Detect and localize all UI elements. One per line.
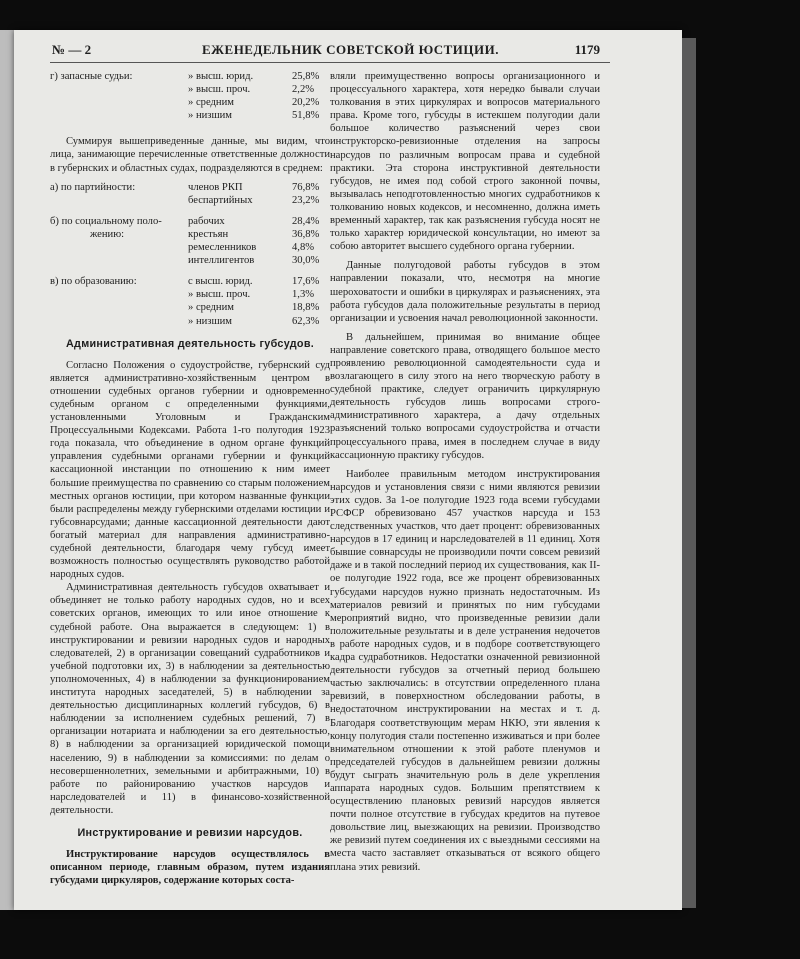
header-rule xyxy=(50,62,610,63)
stat-value: 20,2% xyxy=(292,97,320,109)
paragraph: Данные полугодовой работы губсудов в этом направлении показали, что, несмотря на многие шероховатости и ошибки в циркулярах и разъяснениях, эта работа губсудов дала положительные результаты в период организации и усвоения начал революционной законности. xyxy=(330,260,600,324)
stat-value: 62,3% xyxy=(292,315,320,327)
page-number: 1179 xyxy=(574,42,600,57)
heading-instruction: Инструктирование и ревизии нарсудов. xyxy=(77,826,303,839)
stat-value: 23,2% xyxy=(292,194,320,206)
stats-education xyxy=(50,275,330,327)
stats-social xyxy=(50,215,330,267)
stat-key: » средним xyxy=(188,97,234,109)
stat-key: членов РКП xyxy=(188,181,243,193)
stats-substitute-judges xyxy=(50,70,330,122)
stat-key: беспартийных xyxy=(188,194,253,206)
left-column xyxy=(50,70,330,887)
stat-key: с высш. юрид. xyxy=(188,276,253,288)
heading-admin-activity: Административная деятельность губсудов. xyxy=(65,337,315,350)
stat-value: 2,2% xyxy=(292,84,315,96)
stat-value: 25,8% xyxy=(292,71,320,82)
paragraph: Инструктирование нарсудов осуществлялось в описанном периоде, главным образом, путем издания губсудами циркуляров, содержание которых соста- xyxy=(50,849,330,887)
stat-value: 36,8% xyxy=(292,228,320,240)
stat-key: » высш. проч. xyxy=(188,84,251,96)
stats-party xyxy=(50,181,330,207)
stat-label: б) по социальному поло- xyxy=(50,215,162,227)
stat-key: ремесленников xyxy=(188,242,257,254)
stat-key: » высш. юрид. xyxy=(188,71,254,82)
stat-value: 4,8% xyxy=(292,242,315,254)
summary-paragraph: Суммируя вышеприведенные данные, мы видим, что лица, занимающие перечисленные ответственные должности в губернских и областных судах, подразделяются в среднем: xyxy=(50,136,330,174)
stat-key: » средним xyxy=(188,302,234,314)
stat-value: 51,8% xyxy=(292,110,320,122)
journal-title: ЕЖЕНЕДЕЛЬНИК СОВЕТСКОЙ ЮСТИЦИИ. xyxy=(202,42,499,57)
stat-value: 76,8% xyxy=(292,181,320,193)
paragraph: Административная деятельность губсудов охватывает и объединяет не только работу народных судов, но и всех советских органов, имеющих то или иное отношение к судебной работе. Она выражается в следующем: 1) в инструктировании и ревизии народных судов и народных следователей, 2) в организации совещаний судработников и учебной подготовки их, 3) в наблюдении за деятельностью уполномоченных, 4) в наблюдении за функционированием института народных заседателей, 5) в наблюдении за деятельностью дисциплинарных коллегий губсудов, 6) в наблюдении за исполнением судебных решений, 7) в организации нотариата и наблюдении за его деятельностью, 8) в наблюдении за организацией юридической помощи населению, 9) в наблюдении за комиссиями: по делам о несовершеннолетних, земельными и арбитражными, 10) в работе по районированию участков нарсудов и нарследователей и 11) в финансово-хозяйственной деятельности. xyxy=(50,582,330,816)
paragraph: Наиболее правильным методом инструктирования нарсудов и установления связи с ними являются ревизии этих судов. За 1-ое полугодие 1923 года всеми губсудами РСФСР обревизовано 457 участков нарсуда и 153 следственных участков, что дает процент: обревизованных нарсудов в 17 единиц и нарследователей в 11 единиц. Хотя бывшие совнарсуды не производили почти совсем ревизий даже и в такой последний период их существования, как II-ое полугодие 1922 года, все же процент обревизованных губсудами нарсудов нужно признать недостаточным. Из материалов ревизий и принятых по ним губсудами мероприятий видно, что произведенные ревизии дали положительные результаты и в деле устранения недочетов в работе народных судов, и в подборе соответствующего кадра судработников. Недостатки означенной ревизионной деятельности губсудов за отчетный период большею частью заключались: в отсутствии определенного плана ревизий, в поверхностном обследовании работы, в недостаточном инструктировании на местах и т. д. Благодаря соответствующим мерам НКЮ, эти явления к концу полугодия стали постепенно изживаться и при более внимательном отношении к этой работе пленумов и председателей губсудов в дальнейшем ревизии должны будут сыграть значительную роль в деле укрепления аппарата народных судов. Большим препятствием к осуществлению плановых ревизий нарсудов является почти полное отсутствие в губсудах кредитов на путевое довольствие лиц, выезжающих на ревизии. Производство же ревизий путем соединения их с выездными сессиями на места часто заставляет отказываться от всякого общего плана этих ревизий. xyxy=(330,468,600,873)
stat-label: в) по образованию: xyxy=(50,276,137,288)
stat-label: а) по партийности: xyxy=(50,181,136,193)
stat-label: г) запасные судьи: xyxy=(50,71,133,82)
stat-value: 1,3% xyxy=(292,289,315,301)
stat-value: 18,8% xyxy=(292,302,320,314)
issue-number: № — 2 xyxy=(52,42,92,57)
paragraph: вляли преимущественно вопросы организационного и процессуального характера, хотя нередко бывали случаи толкования в этих циркулярах и вопросов материального права. Кроме того, губсуды в истекшем полугодии дали большое количество разъяснений через свои инструкторско-ревизионные отделения на запросы нарсудов по различным вопросам права и судебной практики. Эта сторона инструктивной деятельности губсудов, не имея под собой строго законной почвы, вызывалась неподготовленностью многих судработников к толкованию новых кодексов, и несомненно, должна иметь временный характер, так как разъяснения губсуда носят не только характер юридической консультации, но имеют за собою авторитет высшего судебного органа губернии. xyxy=(330,71,600,253)
stat-key: крестьян xyxy=(188,228,229,240)
stat-value: 30,0% xyxy=(292,255,320,267)
stat-key: » высш. проч. xyxy=(188,289,251,301)
paragraph: В дальнейшем, принимая во внимание общее направление советского права, отводящего большое место проявлению революционной самодеятельности суда и возлагающего в силу этого на него творческую работу в судебной практике, следует ограничить циркулярную деятельность губсудов лишь вопросами строго-административного характера, а дачу отдельных разъяснений только вопросами судоустройства и отчасти процессуального права, имея в последнем случае в виду кассационную практику губсудов. xyxy=(330,331,600,461)
stat-key: » низшим xyxy=(188,110,232,122)
stat-value: 17,6% xyxy=(292,276,320,288)
page-header xyxy=(52,42,600,62)
stat-value: 28,4% xyxy=(292,215,320,227)
paragraph: Согласно Положения о судоустройстве, губернский суд является административно-хозяйственным центром в отношении судебных органов губернии и одновременно судебным органом с определенными функциями, установленными Уголовным и Гражданским Процессуальными Кодексами. Работа 1-го полугодия 1923 года показала, что объединение в одном органе функций управления судебными органами губернии и функций кассационной инстанции по отношению к ним имеет большие преимущества по сравнению со старым положением местных органов юстиции, при котором названные функции были распределены между губернскими отделами юстиции и губсовнарсудами; данные кассационной деятельности дают богатый материал для направления административно-судебной деятельности, благодаря чему губсуд имеет возможность полностью осуществлять руководство работой народных судов. xyxy=(50,359,330,581)
stat-label: жению: xyxy=(90,228,125,240)
stat-key: рабочих xyxy=(188,215,225,227)
scan-edge xyxy=(0,30,14,910)
stat-key: интеллигентов xyxy=(188,255,255,267)
stat-key: » низшим xyxy=(188,315,232,327)
right-column xyxy=(330,70,600,874)
